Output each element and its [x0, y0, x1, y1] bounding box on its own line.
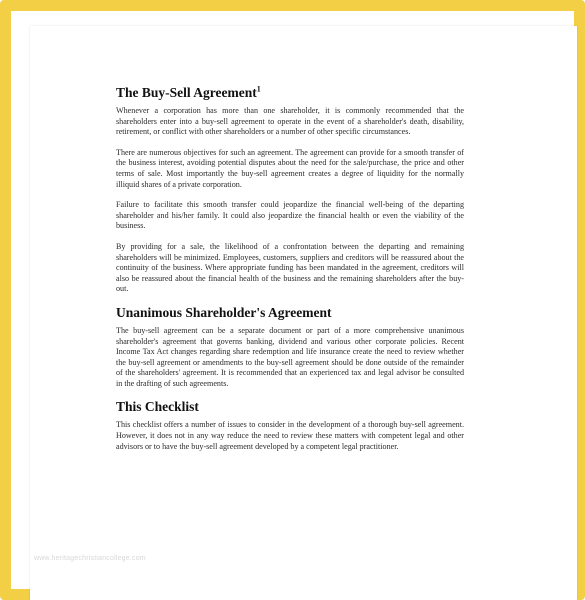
footnote-marker: 1	[256, 84, 261, 94]
section-heading-checklist: This Checklist	[116, 399, 199, 415]
paragraph: This checklist offers a number of issues to consider in the development of a thorough buy-sell agreement. However, it does not in any way reduce the need to review these matters with competent legal and other advisors or to have the buy-sell agreement developed by a competent legal practitioner.	[116, 420, 464, 451]
paragraph: By providing for a sale, the likelihood of a confrontation between the departing and remaining shareholders will be minimized. Employees, customers, suppliers and creditors will be reassured about the continuity of the business. Where appropriate funding has been mandated in the agreement, creditors will also be reassured about the financial health of the business and the remaining shareholders after the buy-out.	[116, 241, 464, 294]
watermark: www.heritagechristiancollege.com	[34, 555, 146, 562]
paragraph: There are numerous objectives for such an agreement. The agreement can provide for a smooth transfer of the business interest, avoiding potential disputes about the need for the sale/purchase, the price and other terms of sale. Most importantly the buy-sell agreement creates a degree of liquidity for the normally illiquid shares of a private corporation.	[116, 147, 464, 189]
section-heading-buy-sell	[116, 85, 464, 101]
paragraph: The buy-sell agreement can be a separate document or part of a more comprehensive unanimous shareholder's agreement that governs banking, dividend and various other corporate policies. Recent Income Tax Act changes regarding share redemption and life insurance create the need to review whether the buy-sell agreement or amendments to the buy-sell agreement should be done outside of the remainder of the shareholders' agreement. It is recommended that an experienced tax and legal advisor be consulted in the drafting of such agreements.	[116, 325, 464, 388]
section-heading-unanimous: Unanimous Shareholder's Agreement	[116, 304, 332, 320]
paragraph: Whenever a corporation has more than one shareholder, it is commonly recommended that the shareholders enter into a buy-sell agreement to operate in the event of a shareholder's death, disability, retirement, or conflict with other shareholders or a number of other specific circumstances.	[116, 106, 464, 137]
paragraph: Failure to facilitate this smooth transfer could jeopardize the financial well-being of the departing shareholder and his/her family. It could also jeopardize the financial health or even the viability of the business.	[116, 200, 464, 231]
document-content	[116, 85, 464, 462]
heading-text: The Buy-Sell Agreement	[116, 85, 257, 100]
